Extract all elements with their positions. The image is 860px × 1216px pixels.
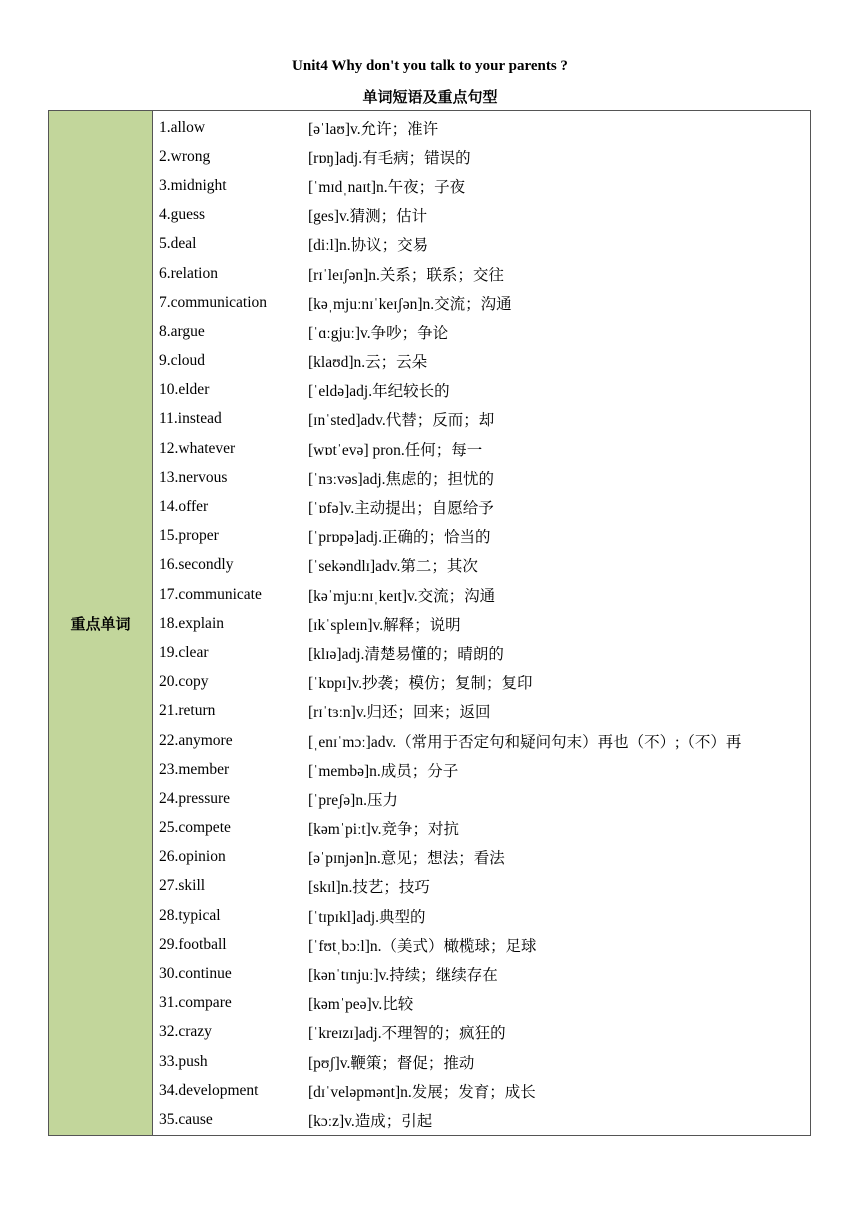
word-term: 25.compete: [159, 819, 231, 837]
word-row: [153, 1105, 810, 1134]
word-term: 12.whatever: [159, 439, 236, 457]
word-definition: [ˈfʊtˌbɔːl]n.（美式）橄榄球；足球: [308, 937, 537, 955]
word-definition: [rɪˈtɜːn]v.归还；回来；返回: [308, 704, 491, 722]
word-definition: [kəmˈpiːt]v.竞争；对抗: [308, 821, 459, 839]
word-term: 18.explain: [159, 614, 224, 632]
word-row: [153, 347, 810, 376]
word-row: [153, 171, 810, 200]
word-definition: [əˈpɪnjən]n.意见；想法；看法: [308, 850, 505, 868]
word-definition: [ˈmɪdˌnaɪt]n.午夜；子夜: [308, 178, 466, 196]
word-definition: [ˈkreɪzɪ]adj.不理智的；疯狂的: [308, 1025, 506, 1043]
word-row: [153, 1076, 810, 1105]
word-term: 7.communication: [159, 293, 268, 311]
word-row: [153, 492, 810, 521]
word-row: [153, 989, 810, 1018]
word-row: [153, 434, 810, 463]
word-term: 35.cause: [159, 1110, 213, 1128]
word-row: [153, 317, 810, 346]
word-row: [153, 201, 810, 230]
word-definition: [kəˈmjuːnɪˌkeɪt]v.交流；沟通: [308, 587, 496, 605]
page-subtitle: 单词短语及重点句型: [362, 88, 498, 106]
word-term: 19.clear: [159, 643, 209, 661]
word-definition: [ˈsekəndlɪ]adv.第二；其次: [308, 558, 478, 576]
word-definition: [ɪnˈsted]adv.代替；反而；却: [308, 412, 495, 430]
word-definition: [ˌenɪˈmɔː]adv.（常用于否定句和疑问句末）再也（不）;（不）再: [308, 733, 742, 751]
word-definition: [klaʊd]n.云；云朵: [308, 354, 428, 372]
word-term: 30.continue: [159, 965, 232, 983]
word-term: 20.copy: [159, 673, 209, 691]
word-row: [153, 142, 810, 171]
category-cell: [49, 111, 153, 1135]
word-row: [153, 230, 810, 259]
word-term: 27.skill: [159, 877, 206, 895]
word-definition: [dɪˈveləpmənt]n.发展；发育；成长: [308, 1083, 536, 1101]
word-row: [153, 872, 810, 901]
word-term: 3.midnight: [159, 176, 227, 194]
word-term: 15.proper: [159, 527, 219, 545]
word-term: 29.football: [159, 935, 227, 953]
word-row: [153, 113, 810, 142]
word-term: 34.development: [159, 1081, 259, 1099]
word-list: [153, 113, 810, 1135]
word-row: [153, 755, 810, 784]
word-definition: [wɒtˈevə] pron.任何；每一: [308, 441, 483, 459]
word-row: [153, 668, 810, 697]
page-title: Unit4 Why don't you talk to your parents ?: [292, 58, 568, 74]
word-row: [153, 1018, 810, 1047]
word-row: [153, 259, 810, 288]
word-term: 6.relation: [159, 264, 218, 282]
word-row: [153, 784, 810, 813]
word-definition: [diːl]n.协议；交易: [308, 237, 429, 255]
word-definition: [ˈpreʃə]n.压力: [308, 791, 398, 809]
word-term: 2.wrong: [159, 147, 211, 165]
word-term: 5.deal: [159, 235, 197, 253]
word-term: 28.typical: [159, 906, 221, 924]
word-term: 10.elder: [159, 381, 210, 399]
word-term: 21.return: [159, 702, 216, 720]
word-definition: [pʊʃ]v.鞭策；督促；推动: [308, 1054, 475, 1072]
category-label: 重点单词: [70, 614, 131, 633]
word-definition: [ˈkɒpɪ]v.抄袭；模仿；复制；复印: [308, 675, 533, 693]
word-term: 8.argue: [159, 322, 205, 340]
word-definition: [ˈeldə]adj.年纪较长的: [308, 383, 450, 401]
word-term: 31.compare: [159, 994, 232, 1012]
word-row: [153, 551, 810, 580]
word-term: 24.pressure: [159, 789, 231, 807]
word-term: 17.communicate: [159, 585, 262, 603]
word-row: [153, 697, 810, 726]
word-definition: [ˈmembə]n.成员；分子: [308, 762, 459, 780]
word-row: [153, 901, 810, 930]
word-row: [153, 405, 810, 434]
word-row: [153, 959, 810, 988]
word-term: 23.member: [159, 760, 230, 778]
word-term: 22.anymore: [159, 731, 233, 749]
word-row: [153, 638, 810, 667]
word-definition: [kɔːz]v.造成；引起: [308, 1112, 433, 1130]
word-term: 11.instead: [159, 410, 222, 428]
word-definition: [ɪkˈspleɪn]v.解释；说明: [308, 616, 461, 634]
word-term: 14.offer: [159, 498, 209, 516]
word-definition: [skɪl]n.技艺；技巧: [308, 879, 430, 897]
word-row: [153, 843, 810, 872]
word-row: [153, 288, 810, 317]
word-term: 33.push: [159, 1052, 208, 1070]
word-row: [153, 522, 810, 551]
word-definition: [ˈprɒpə]adj.正确的；恰当的: [308, 529, 491, 547]
word-term: 9.cloud: [159, 352, 206, 370]
word-definition: [əˈlaʊ]v.允许；准许: [308, 120, 439, 138]
word-definition: [kənˈtɪnjuː]v.持续；继续存在: [308, 967, 498, 985]
word-row: [153, 930, 810, 959]
word-definition: [kəmˈpeə]v.比较: [308, 996, 414, 1014]
word-definition: [rɪˈleɪʃən]n.关系；联系；交往: [308, 266, 504, 284]
word-row: [153, 376, 810, 405]
word-definition: [ˈnɜːvəs]adj.焦虑的；担忧的: [308, 470, 495, 488]
word-definition: [ˈɑːgjuː]v.争吵；争论: [308, 324, 449, 342]
word-term: 26.opinion: [159, 848, 226, 866]
word-definition: [ˈɒfə]v.主动提出；自愿给予: [308, 500, 494, 518]
word-term: 16.secondly: [159, 556, 234, 574]
word-row: [153, 463, 810, 492]
word-row: [153, 580, 810, 609]
word-row: [153, 814, 810, 843]
word-definition: [ges]v.猜测；估计: [308, 208, 428, 226]
word-definition: [klɪə]adj.清楚易懂的；晴朗的: [308, 645, 504, 663]
word-term: 4.guess: [159, 206, 206, 224]
word-row: [153, 726, 810, 755]
word-definition: [rɒŋ]adj.有毛病；错误的: [308, 149, 471, 167]
word-row: [153, 609, 810, 638]
word-term: 13.nervous: [159, 468, 228, 486]
word-row: [153, 1047, 810, 1076]
vocabulary-table: [48, 110, 811, 1136]
word-definition: [kəˌmjuːnɪˈkeɪʃən]n.交流；沟通: [308, 295, 512, 313]
word-definition: [ˈtɪpɪkl]adj.典型的: [308, 908, 426, 926]
word-term: 32.crazy: [159, 1023, 212, 1041]
word-term: 1.allow: [159, 118, 206, 136]
